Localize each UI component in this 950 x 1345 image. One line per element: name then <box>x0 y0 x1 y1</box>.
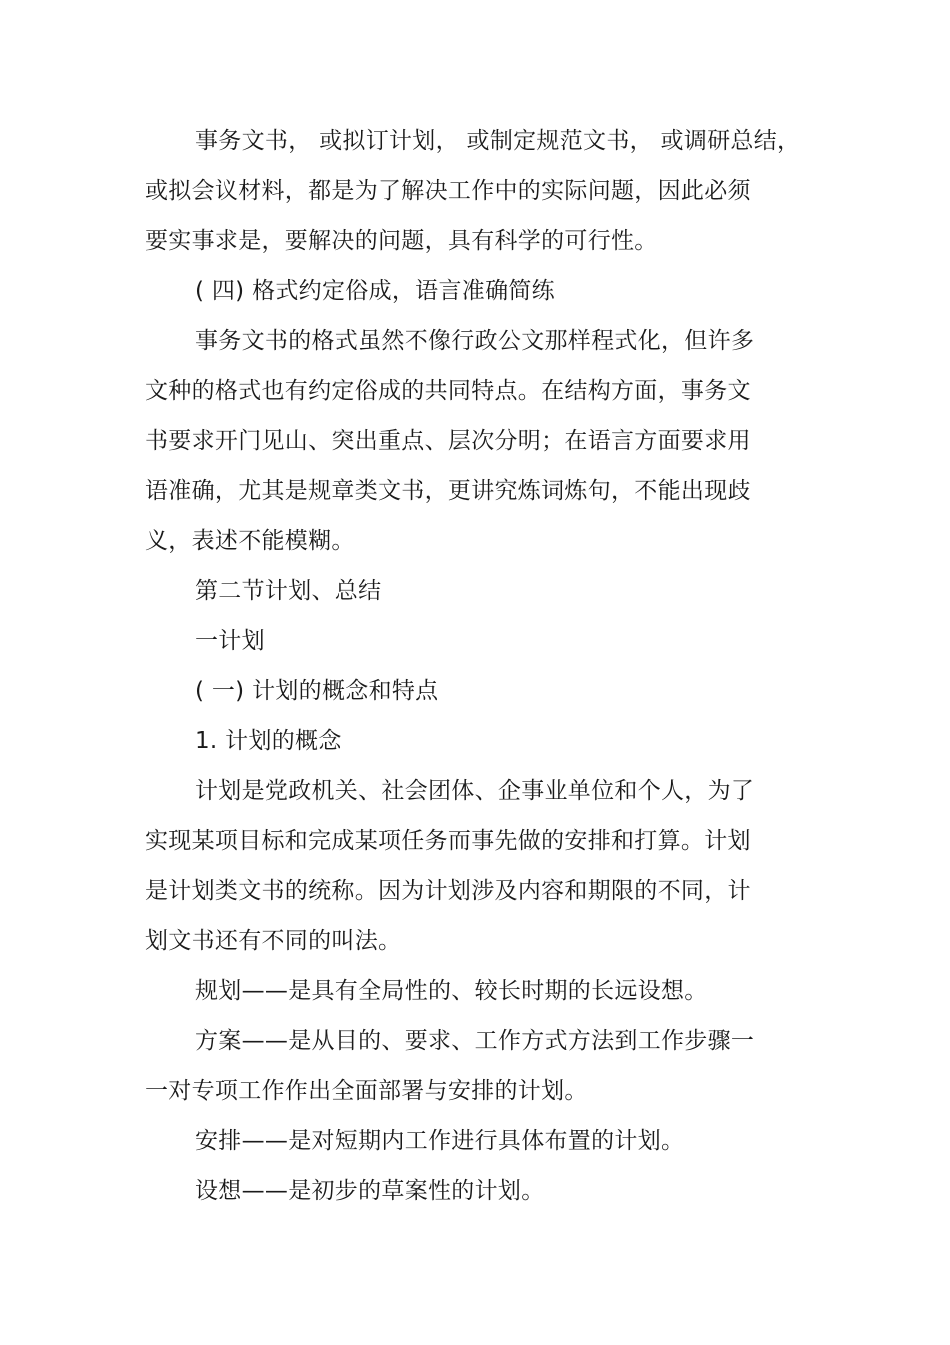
section-heading: 一计划 <box>195 628 265 654</box>
paragraph-line: 方案——是从目的、要求、工作方式方法到工作步骤一 <box>195 1028 755 1054</box>
paragraph-line: 规划——是具有全局性的、较长时期的长远设想。 <box>195 978 708 1004</box>
paragraph-line: 要实事求是，要解决的问题，具有科学的可行性。 <box>145 228 658 254</box>
section-heading: ( 一) 计划的概念和特点 <box>195 678 439 704</box>
paragraph-line: 语准确，尤其是规章类文书，更讲究炼词炼句，不能出现歧 <box>145 478 751 504</box>
paragraph-line: 是计划类文书的统称。因为计划涉及内容和期限的不同，计 <box>145 878 751 904</box>
paragraph-line: 义，表述不能模糊。 <box>145 528 355 554</box>
paragraph-line: 实现某项目标和完成某项任务而事先做的安排和打算。计划 <box>145 828 751 854</box>
paragraph-line: 书要求开门见山、突出重点、层次分明；在语言方面要求用 <box>145 428 751 454</box>
paragraph-line: 事务文书的格式虽然不像行政公文那样程式化，但许多 <box>195 328 755 354</box>
paragraph-line: 设想——是初步的草案性的计划。 <box>195 1178 545 1204</box>
paragraph-line: 文种的格式也有约定俗成的共同特点。在结构方面，事务文 <box>145 378 751 404</box>
paragraph-line: 划文书还有不同的叫法。 <box>145 928 402 954</box>
paragraph-line: 或拟会议材料，都是为了解决工作中的实际问题，因此必须 <box>145 178 751 204</box>
section-heading: ( 四) 格式约定俗成，语言准确简练 <box>195 278 555 304</box>
section-heading: 第二节计划、总结 <box>195 578 382 604</box>
paragraph-line: 计划是党政机关、社会团体、企事业单位和个人，为了 <box>195 778 755 804</box>
section-heading: 1. 计划的概念 <box>195 728 342 754</box>
paragraph-line: 安排——是对短期内工作进行具体布置的计划。 <box>195 1128 685 1154</box>
paragraph-line: 一对专项工作作出全面部署与安排的计划。 <box>145 1078 588 1104</box>
paragraph-line: 事务文书， 或拟订计划， 或制定规范文书， 或调研总结， <box>195 128 801 154</box>
